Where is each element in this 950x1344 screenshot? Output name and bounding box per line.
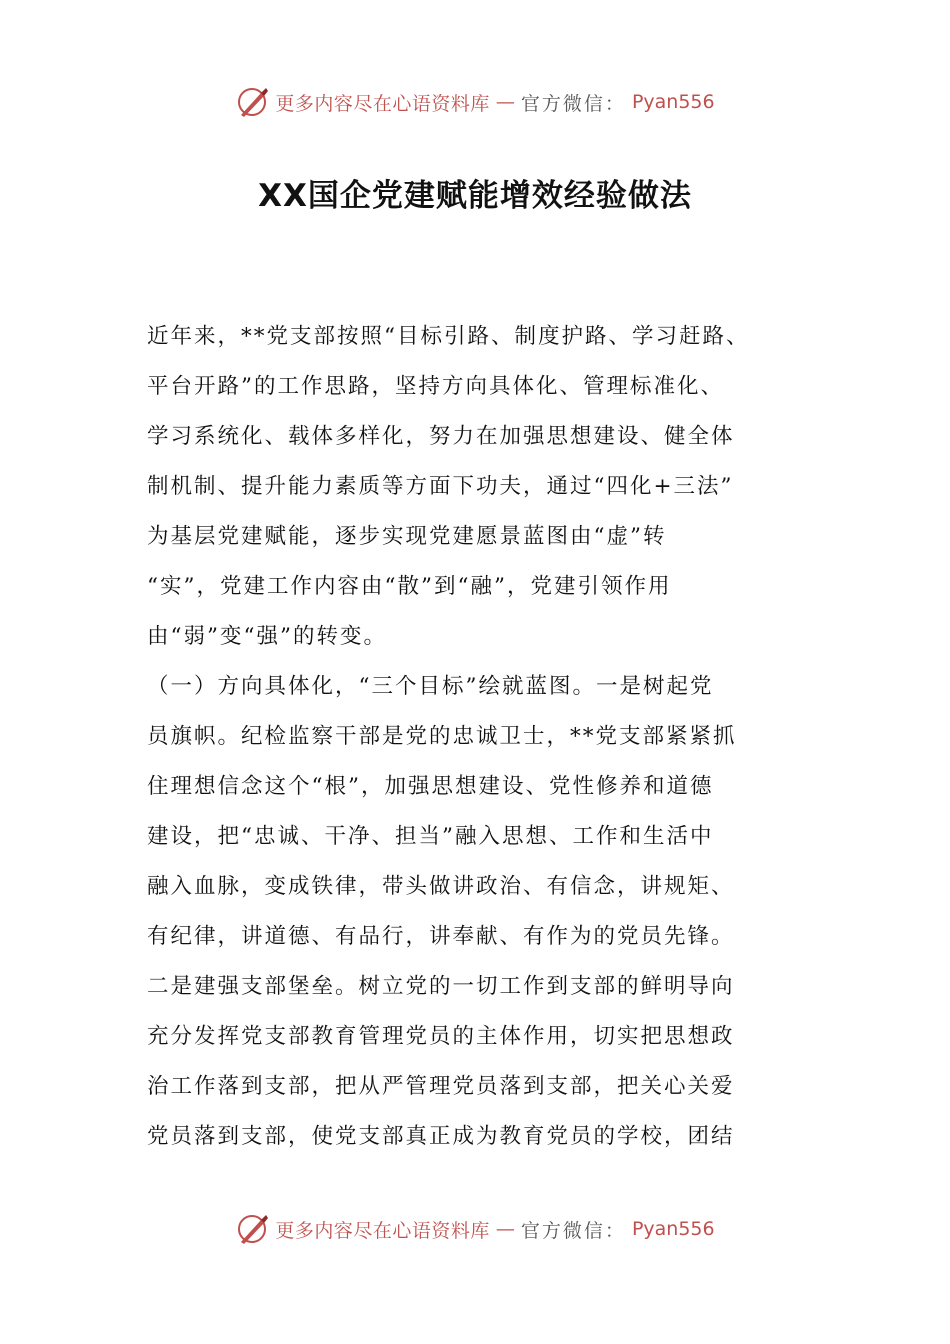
body-line: 员旗帜。纪检监察干部是党的忠诚卫士，**党支部紧紧抓 (147, 724, 737, 749)
pen-logo-icon (235, 85, 269, 119)
body-line: 学习系统化、载体多样化，努力在加强思想建设、健全体 (147, 424, 735, 449)
body-line: “实”，党建工作内容由“散”到“融”，党建引领作用 (147, 574, 672, 599)
body-line: （一）方向具体化，“三个目标”绘就蓝图。一是树起党 (147, 674, 714, 699)
header-watermark (0, 85, 950, 119)
pen-logo-icon (235, 1212, 269, 1246)
body-line: 融入血脉，变成铁律，带头做讲政治、有信念，讲规矩、 (147, 874, 735, 899)
watermark-dash: — (495, 1218, 515, 1240)
body-line: 制机制、提升能力素质等方面下功夫，通过“四化+三法” (147, 474, 734, 499)
document-body (147, 312, 827, 1162)
watermark-text: 更多内容尽在心语资料库 (275, 92, 490, 115)
document-title: XX国企党建赋能增效经验做法 (258, 178, 692, 214)
footer-watermark (0, 1212, 950, 1246)
body-line: 平台开路”的工作思路，坚持方向具体化、管理标准化、 (147, 374, 724, 399)
watermark-text: 更多内容尽在心语资料库 (275, 1219, 490, 1242)
body-line: 充分发挥党支部教育管理党员的主体作用，切实把思想政 (147, 1024, 735, 1049)
watermark-official-label: 官方微信： (520, 1219, 626, 1242)
watermark-wechat-id: Pyan556 (631, 91, 715, 113)
body-line: 为基层党建赋能，逐步实现党建愿景蓝图由“虚”转 (147, 524, 667, 549)
watermark-wechat-id: Pyan556 (631, 1218, 715, 1240)
body-line: 住理想信念这个“根”，加强思想建设、党性修养和道德 (147, 774, 714, 799)
body-line: 建设，把“忠诚、干净、担当”融入思想、工作和生活中 (147, 824, 714, 849)
body-line: 由“弱”变“强”的转变。 (147, 624, 387, 649)
body-line: 二是建强支部堡垒。树立党的一切工作到支部的鲜明导向 (147, 974, 735, 999)
body-line: 近年来，**党支部按照“目标引路、制度护路、学习赶路、 (147, 324, 750, 349)
watermark-official-label: 官方微信： (520, 92, 626, 115)
body-line: 有纪律，讲道德、有品行，讲奉献、有作为的党员先锋。 (147, 924, 735, 949)
watermark-dash: — (495, 91, 515, 113)
body-line: 治工作落到支部，把从严管理党员落到支部，把关心关爱 (147, 1074, 735, 1099)
body-line: 党员落到支部，使党支部真正成为教育党员的学校，团结 (147, 1124, 735, 1149)
